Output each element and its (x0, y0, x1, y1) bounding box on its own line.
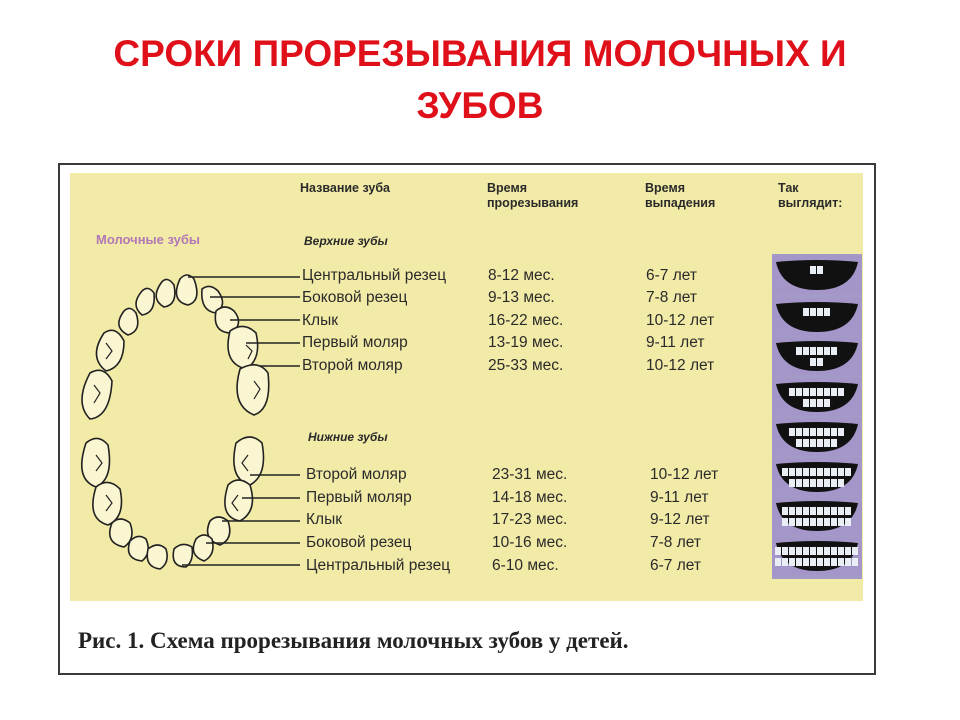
mouth-picture (772, 378, 862, 416)
tooth-mark (789, 507, 795, 515)
lower-first-molar-left (93, 482, 122, 525)
eruption-time: 17-23 мес. (492, 511, 568, 528)
tooth-name: Первый моляр (306, 489, 412, 506)
eruption-time: 16-22 мес. (488, 312, 564, 329)
tooth-mark (789, 428, 795, 436)
tooth-mark (817, 347, 823, 355)
tooth-mark (796, 547, 802, 555)
tooth-mark (852, 558, 858, 566)
lower-central-incisor-right (173, 544, 192, 567)
loss-time: 7-8 лет (650, 534, 701, 551)
tooth-mark (803, 547, 809, 555)
tooth-mark (803, 479, 809, 487)
upper-lateral-incisor-left (136, 288, 154, 315)
mouth-picture (772, 298, 862, 336)
tooth-mark (824, 507, 830, 515)
loss-time: 9-11 лет (646, 334, 705, 351)
upper-first-molar-left (96, 330, 124, 371)
mouth-shape (776, 302, 858, 332)
tooth-mark (838, 558, 844, 566)
tooth-mark (810, 468, 816, 476)
figure-caption: Рис. 1. Схема прорезывания молочных зубов у детей. (78, 628, 629, 653)
tooth-mark (810, 479, 816, 487)
tooth-mark (838, 518, 844, 526)
header-eruption-line-1: Время (487, 181, 527, 195)
tooth-mark (845, 558, 851, 566)
tooth-mark (817, 399, 823, 407)
eruption-time: 9-13 мес. (488, 289, 555, 306)
tooth-mark (831, 439, 837, 447)
tooth-name: Центральный резец (302, 267, 447, 284)
upper-canine-left (119, 308, 138, 335)
tooth-mark (782, 507, 788, 515)
upper-central-incisor-right (176, 275, 196, 305)
lower-teeth-label: Нижние зубы (308, 430, 388, 444)
tooth-mark (831, 558, 837, 566)
tooth-mark (845, 507, 851, 515)
tooth-mark (810, 547, 816, 555)
eruption-time: 8-12 мес. (488, 267, 555, 284)
tooth-mark (789, 547, 795, 555)
tooth-mark (824, 399, 830, 407)
header-loss-line-2: выпадения (645, 196, 716, 210)
tooth-mark (824, 558, 830, 566)
tooth-mark (838, 507, 844, 515)
mouth-shape (776, 341, 858, 371)
tooth-mark (831, 468, 837, 476)
mouth-picture (772, 337, 862, 375)
title-line-1: СРОКИ ПРОРЕЗЫВАНИЯ МОЛОЧНЫХ И (113, 33, 847, 74)
tooth-name: Боковой резец (302, 289, 408, 306)
mouth-shape (776, 501, 858, 531)
tooth-mark (803, 518, 809, 526)
tooth-mark (796, 428, 802, 436)
upper-teeth-label: Верхние зубы (304, 234, 388, 248)
tooth-mark (817, 507, 823, 515)
tooth-mark (817, 558, 823, 566)
tooth-mark (817, 308, 823, 316)
tooth-mark (817, 358, 823, 366)
header-loss-line-1: Время (645, 181, 685, 195)
lower-central-incisor-left (147, 545, 167, 569)
tooth-mark (810, 399, 816, 407)
tooth-mark (817, 518, 823, 526)
tooth-mark (817, 388, 823, 396)
mouth-shape (776, 422, 858, 452)
mouth-shape (776, 462, 858, 492)
lower-lateral-incisor-right (193, 535, 213, 561)
loss-time: 6-7 лет (646, 267, 697, 284)
tooth-mark (803, 558, 809, 566)
tooth-mark (796, 558, 802, 566)
mouth-picture (772, 537, 862, 575)
tooth-mark (845, 547, 851, 555)
eruption-time: 25-33 мес. (488, 357, 564, 374)
tooth-mark (789, 479, 795, 487)
loss-time: 10-12 лет (646, 357, 715, 374)
tooth-mark (796, 347, 802, 355)
tooth-name: Центральный резец (306, 557, 451, 574)
tooth-mark (782, 547, 788, 555)
tooth-mark (810, 439, 816, 447)
tooth-mark (817, 479, 823, 487)
header-eruption-line-2: прорезывания (487, 196, 579, 210)
tooth-mark (817, 547, 823, 555)
tooth-mark (810, 347, 816, 355)
eruption-time: 6-10 мес. (492, 557, 559, 574)
lower-first-molar-right (225, 480, 253, 521)
tooth-mark (796, 518, 802, 526)
title-line-2: ЗУБОВ (416, 85, 544, 126)
tooth-mark (817, 266, 823, 274)
tooth-mark (824, 547, 830, 555)
tooth-mark (838, 468, 844, 476)
milk-teeth-label: Молочные зубы (96, 232, 200, 247)
upper-second-molar-left (82, 370, 112, 419)
tooth-name: Второй моляр (306, 466, 407, 483)
tooth-mark (789, 388, 795, 396)
eruption-time: 14-18 мес. (492, 489, 568, 506)
tooth-mark (831, 347, 837, 355)
tooth-name: Первый моляр (302, 334, 408, 351)
tooth-mark (803, 399, 809, 407)
tooth-mark (831, 428, 837, 436)
tooth-mark (796, 388, 802, 396)
tooth-mark (831, 518, 837, 526)
tooth-mark (838, 428, 844, 436)
loss-time: 10-12 лет (646, 312, 715, 329)
tooth-mark (824, 479, 830, 487)
tooth-mark (803, 468, 809, 476)
tooth-mark (782, 468, 788, 476)
tooth-name: Клык (302, 312, 338, 329)
header-look-line-2: выглядит: (778, 196, 843, 210)
tooth-mark (803, 347, 809, 355)
tooth-mark (838, 388, 844, 396)
tooth-mark (782, 558, 788, 566)
tooth-mark (824, 308, 830, 316)
tooth-mark (824, 428, 830, 436)
tooth-mark (803, 507, 809, 515)
tooth-mark (817, 468, 823, 476)
tooth-mark (782, 518, 788, 526)
tooth-mark (810, 507, 816, 515)
tooth-mark (789, 558, 795, 566)
tooth-mark (810, 388, 816, 396)
tooth-mark (775, 547, 781, 555)
eruption-time: 23-31 мес. (492, 466, 568, 483)
tooth-mark (810, 266, 816, 274)
loss-time: 9-11 лет (650, 489, 709, 506)
mouth-picture (772, 418, 862, 456)
mouth-picture (772, 497, 862, 535)
mouth-shape (776, 260, 858, 290)
tooth-mark (824, 439, 830, 447)
header-look (778, 181, 842, 211)
tooth-name: Клык (306, 511, 342, 528)
header-eruption (487, 181, 578, 211)
tooth-mark (831, 388, 837, 396)
lower-second-molar-right (234, 437, 264, 485)
loss-time: 7-8 лет (646, 289, 697, 306)
tooth-mark (810, 358, 816, 366)
header-tooth-name: Название зуба (300, 181, 391, 195)
tooth-mark (817, 428, 823, 436)
page-title (0, 28, 960, 132)
loss-time: 6-7 лет (650, 557, 701, 574)
tooth-mark (796, 468, 802, 476)
loss-time: 9-12 лет (650, 511, 710, 528)
eruption-time: 10-16 мес. (492, 534, 568, 551)
tooth-name: Боковой резец (306, 534, 412, 551)
tooth-mark (810, 558, 816, 566)
tooth-mark (824, 468, 830, 476)
tooth-mark (831, 547, 837, 555)
tooth-mark (838, 547, 844, 555)
eruption-time: 13-19 мес. (488, 334, 564, 351)
upper-central-incisor-left (156, 279, 175, 307)
tooth-mark (796, 439, 802, 447)
loss-time: 10-12 лет (650, 466, 719, 483)
tooth-mark (824, 388, 830, 396)
tooth-mark (831, 479, 837, 487)
tooth-mark (838, 479, 844, 487)
mouth-shape (776, 541, 858, 571)
tooth-mark (852, 547, 858, 555)
header-loss (645, 181, 715, 211)
upper-second-molar-right (237, 365, 269, 415)
tooth-mark (803, 308, 809, 316)
mouth-picture (772, 458, 862, 496)
mouth-picture (772, 256, 862, 294)
tooth-mark (810, 518, 816, 526)
tooth-mark (803, 439, 809, 447)
tooth-mark (775, 558, 781, 566)
tooth-mark (845, 518, 851, 526)
lower-lateral-incisor-left (129, 536, 149, 561)
tooth-mark (796, 479, 802, 487)
tooth-mark (824, 518, 830, 526)
upper-first-molar-right (228, 326, 258, 369)
tooth-mark (817, 439, 823, 447)
mouth-shape (776, 382, 858, 412)
tooth-mark (845, 468, 851, 476)
lower-second-molar-left (82, 438, 110, 487)
tooth-mark (803, 428, 809, 436)
tooth-mark (803, 388, 809, 396)
tooth-mark (796, 507, 802, 515)
tooth-mark (789, 468, 795, 476)
tooth-mark (810, 308, 816, 316)
tooth-mark (810, 428, 816, 436)
tooth-mark (824, 347, 830, 355)
tooth-name: Второй моляр (302, 357, 403, 374)
header-look-line-1: Так (778, 181, 799, 195)
tooth-mark (789, 518, 795, 526)
tooth-mark (831, 507, 837, 515)
